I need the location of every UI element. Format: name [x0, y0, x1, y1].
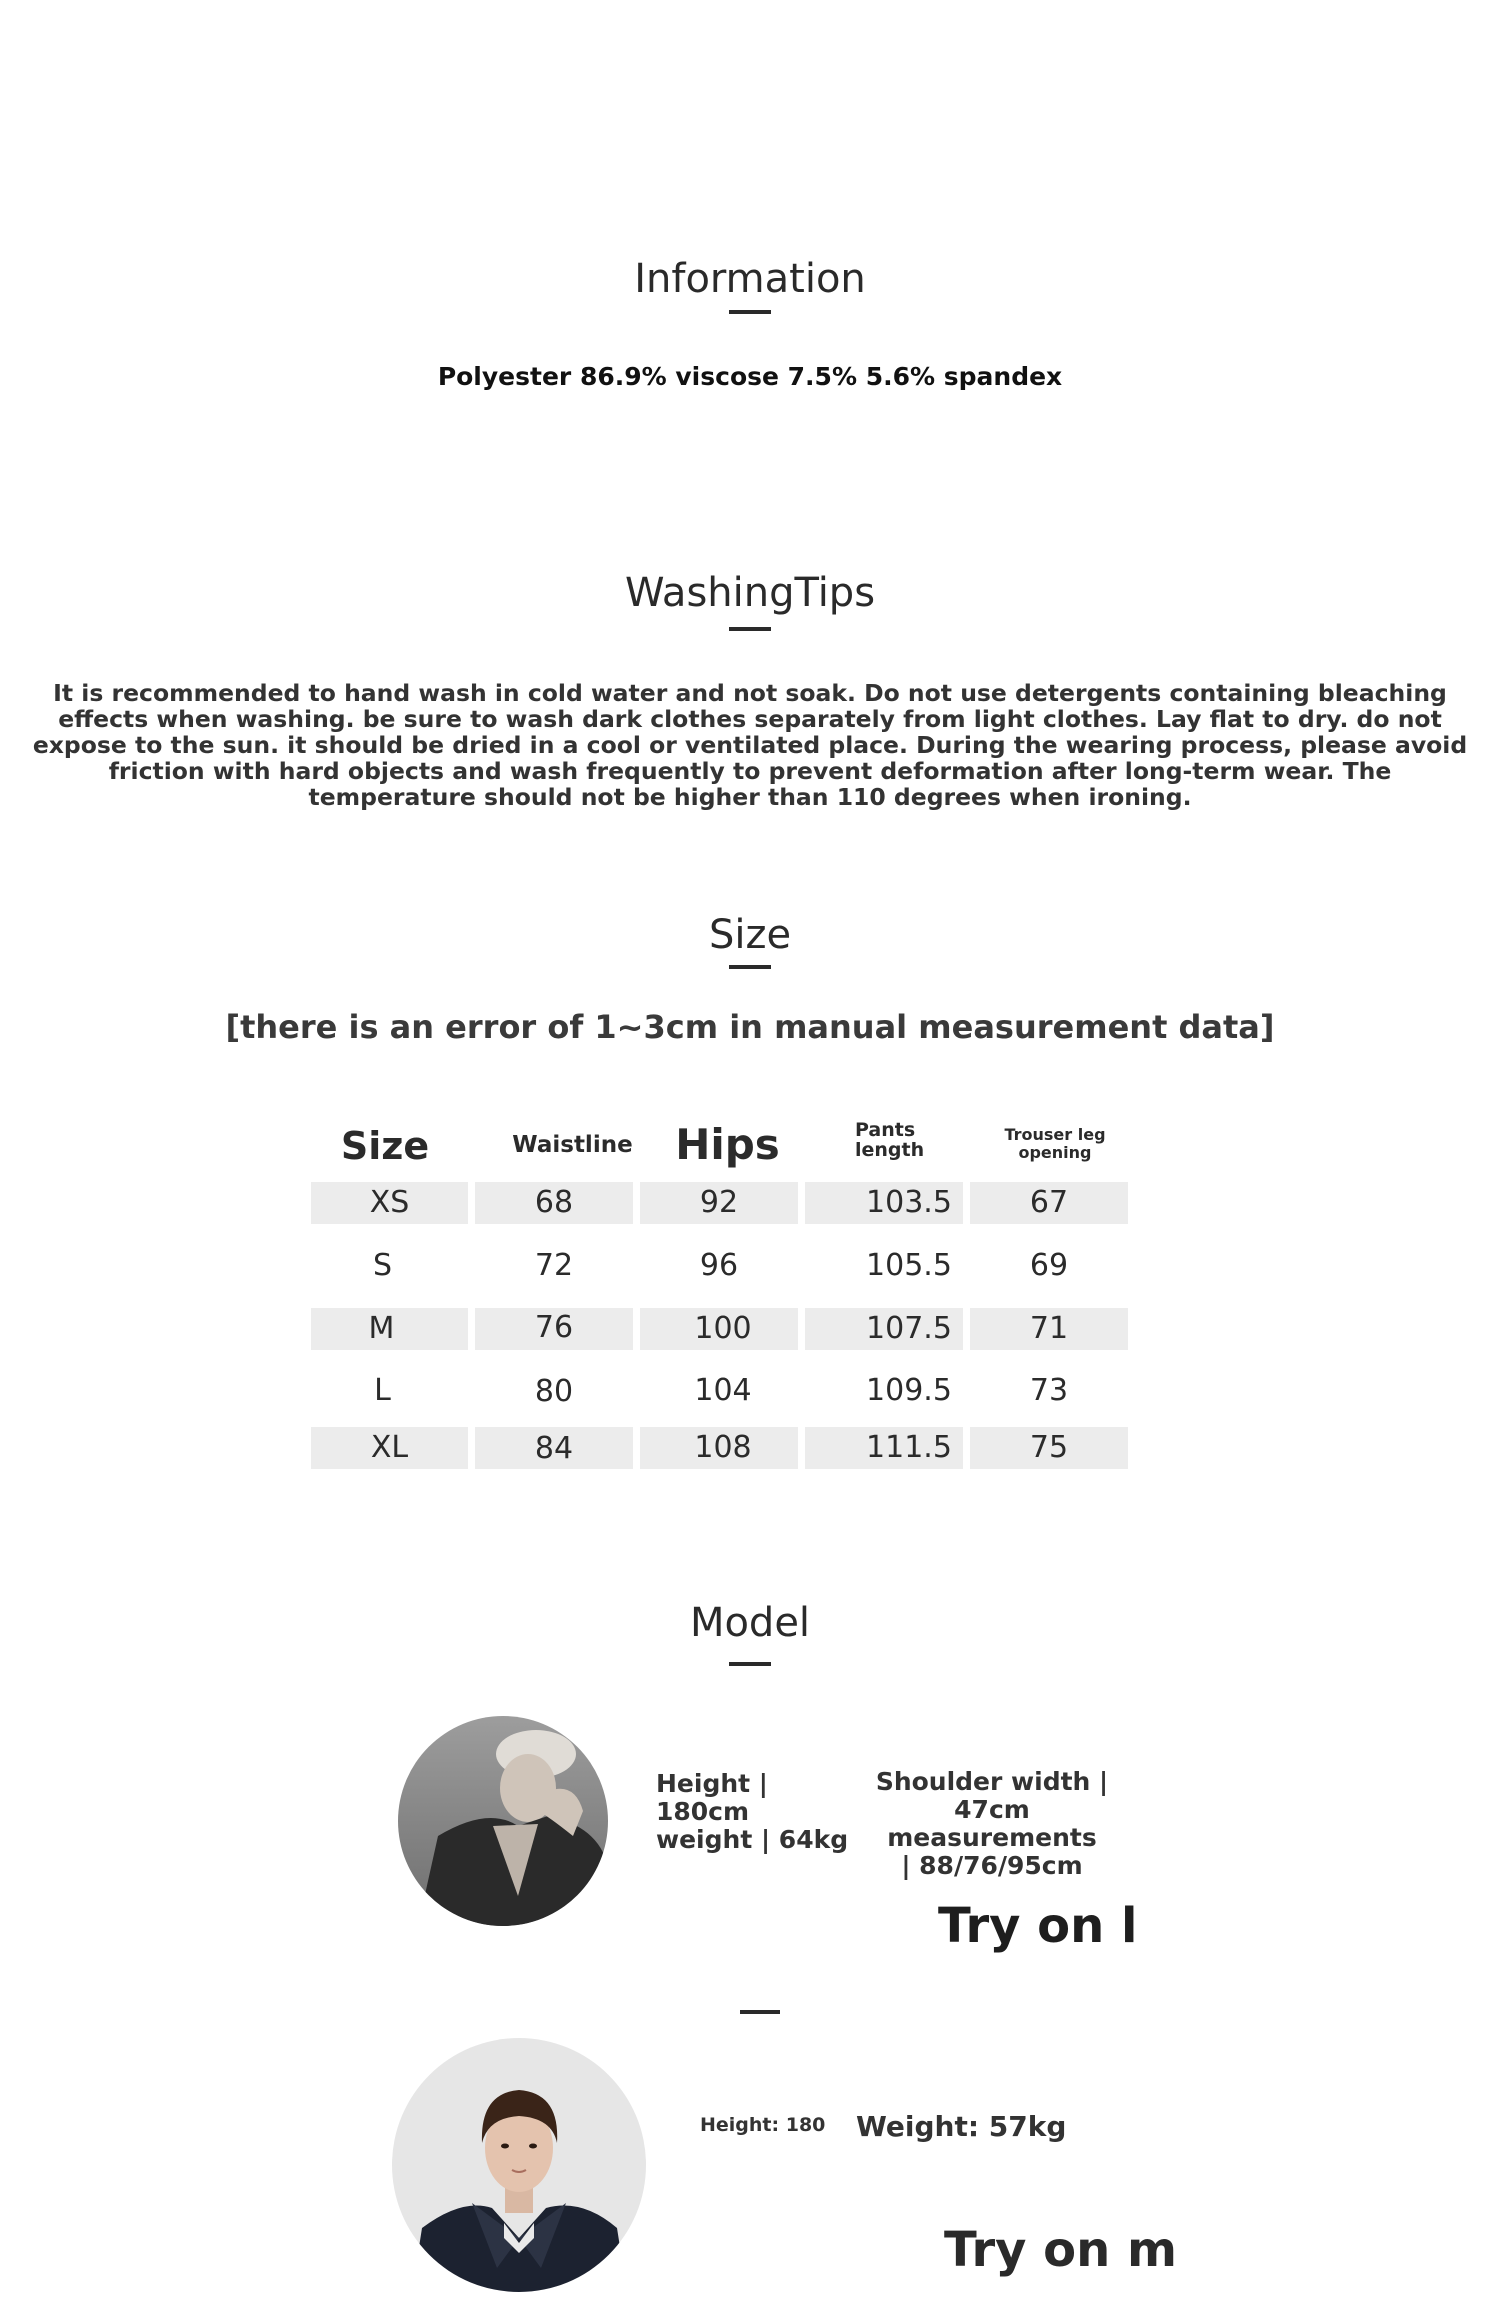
size-title: Size: [708, 912, 792, 958]
cell-size: XL: [370, 1430, 409, 1465]
cell-pants-length: 109.5: [866, 1373, 952, 1408]
model-1-measurements: [852, 1768, 1132, 1880]
model-divider: [740, 2010, 780, 2014]
cell-size: S: [372, 1248, 393, 1283]
header-trouser-leg-opening: [985, 1126, 1125, 1162]
header-waistline: Waistline: [512, 1132, 633, 1158]
model-1-height-label: Height |: [656, 1769, 768, 1798]
cell-hips: 92: [699, 1185, 739, 1220]
model-2-photo-image: [392, 2038, 646, 2292]
cell-waistline: 72: [534, 1248, 574, 1283]
model-1-body-measurements: | 88/76/95cm: [901, 1851, 1083, 1880]
washing-tips-title-underline: [729, 627, 771, 631]
model-1-height-value: 180cm: [656, 1797, 750, 1826]
model-2-weight: Weight: 57kg: [856, 2110, 1067, 2143]
header-trouser-leg-line1: Trouser leg: [1004, 1125, 1106, 1144]
cell-pants-length: 103.5: [866, 1185, 952, 1220]
header-size: Size: [340, 1124, 430, 1168]
model-1-try-on: Try on l: [938, 1898, 1138, 1954]
cell-leg-opening: 71: [1029, 1311, 1069, 1346]
model-1-photo: [398, 1716, 608, 1926]
model-2-height: Height: 180: [700, 2114, 826, 2136]
cell-waistline: 80: [534, 1374, 574, 1409]
model-title-underline: [729, 1662, 771, 1666]
model-1-weight: weight | 64kg: [656, 1825, 849, 1854]
washing-tips-text: It is recommended to hand wash in cold water and not soak. Do not use detergents containing bleaching effects when washing. be sure to wash dark clothes separately from light clothes. Lay flat to dry. do not expose to the sun. it should be dried in a cool or ventilated place. During the wearing process, please avoid friction with hard objects and wash frequently to prevent deformation after long-term wear. The temperature should not be higher than 110 degrees when ironing.: [32, 679, 1468, 811]
washing-tips-title: WashingTips: [624, 570, 876, 616]
model-2-try-on: Try on m: [944, 2222, 1178, 2278]
cell-hips: 100: [694, 1311, 752, 1346]
cell-pants-length: 105.5: [866, 1248, 952, 1283]
cell-leg-opening: 75: [1029, 1430, 1069, 1465]
cell-hips: 96: [699, 1248, 739, 1283]
cell-pants-length: 111.5: [866, 1430, 952, 1465]
cell-hips: 108: [694, 1430, 752, 1465]
model-1-height-weight: [656, 1770, 848, 1854]
measurement-error-note: [there is an error of 1~3cm in manual measurement data]: [225, 1008, 1275, 1046]
header-pants-length-line2: length: [855, 1139, 925, 1161]
composition-text: Polyester 86.9% viscose 7.5% 5.6% spandex: [437, 362, 1063, 391]
information-title: Information: [634, 256, 866, 302]
cell-hips: 104: [694, 1373, 752, 1408]
model-1-shoulder-label: Shoulder width |: [875, 1767, 1109, 1796]
model-2-photo: [392, 2038, 646, 2292]
cell-leg-opening: 73: [1029, 1373, 1069, 1408]
cell-waistline: 68: [534, 1185, 574, 1220]
model-1-shoulder-value: 47cm measurements: [887, 1795, 1097, 1852]
cell-leg-opening: 67: [1029, 1185, 1069, 1220]
cell-size: M: [368, 1311, 395, 1346]
cell-waistline: 84: [534, 1431, 574, 1466]
header-trouser-leg-line2: opening: [1018, 1143, 1092, 1162]
header-pants-length-line1: Pants: [855, 1119, 916, 1141]
header-hips: Hips: [675, 1120, 780, 1169]
cell-size: L: [374, 1373, 391, 1408]
cell-size: XS: [369, 1185, 410, 1220]
header-pants-length: [855, 1120, 975, 1160]
model-title: Model: [689, 1600, 811, 1646]
size-title-underline: [729, 965, 771, 969]
cell-waistline: 76: [534, 1310, 574, 1345]
model-1-photo-image: [398, 1716, 608, 1926]
information-title-underline: [729, 310, 771, 314]
cell-pants-length: 107.5: [866, 1311, 952, 1346]
cell-leg-opening: 69: [1029, 1248, 1069, 1283]
